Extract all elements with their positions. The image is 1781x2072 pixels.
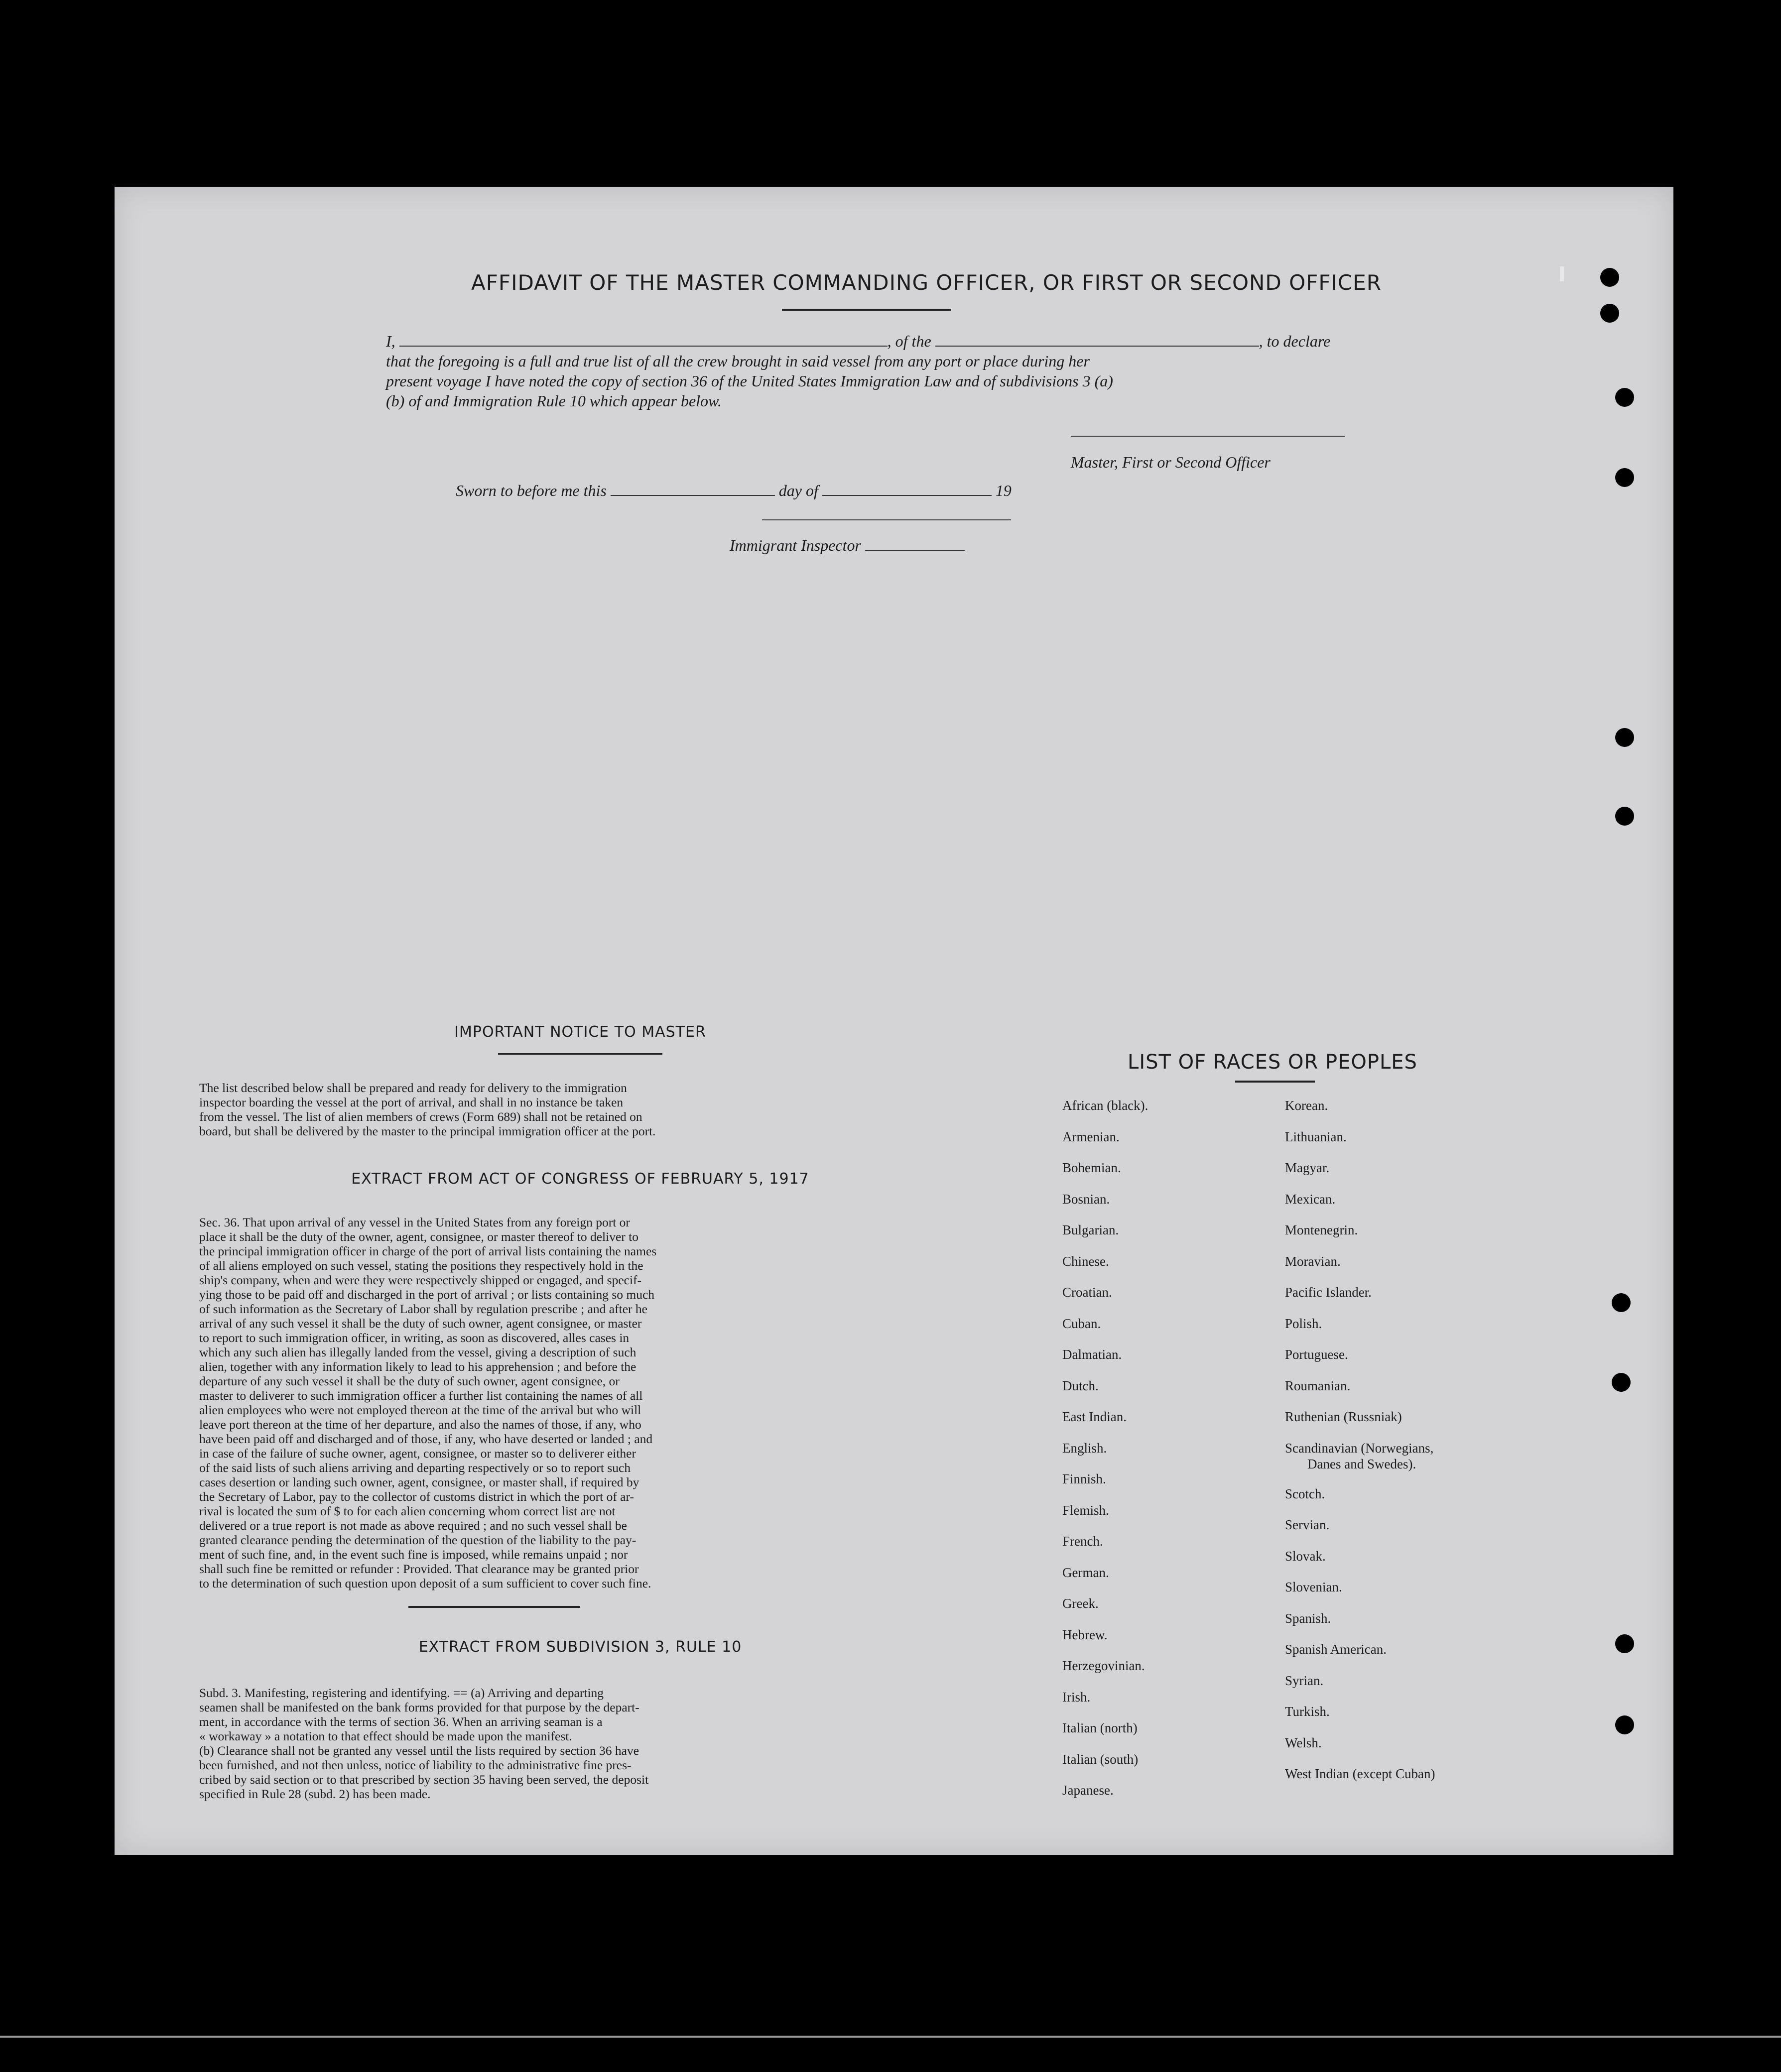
race-item: Polish. [1285,1316,1322,1331]
race-item: Slovenian. [1285,1580,1342,1594]
rule-line: been furnished, and not then unless, notice of liability to the administrative fine pres- [199,1758,632,1772]
races-rule [1235,1081,1315,1083]
race-item: Korean. [1285,1098,1328,1113]
race-item: Roumanian. [1285,1378,1351,1393]
race-item: Ruthenian (Russniak) [1285,1409,1402,1424]
race-item: Armenian. [1062,1129,1120,1144]
affidavit-line-4: (b) of and Immigration Rule 10 which appear below. [386,392,722,410]
act-line: the Secretary of Labor, pay to the collector of customs district in which the port of ar- [199,1489,634,1504]
race-item: Portuguese. [1285,1347,1348,1362]
notice-body [199,1081,961,1138]
punch-hole [1612,1373,1631,1392]
punch-hole [1600,268,1619,287]
race-item: Bosnian. [1062,1191,1110,1207]
race-item: Finnish. [1062,1471,1106,1486]
races-title: LIST OF RACES OR PEOPLES [1128,1051,1417,1074]
extract-act-title: EXTRACT FROM ACT OF CONGRESS OF FEBRUARY 5, 1917 [351,1170,809,1188]
punch-hole [1615,1715,1634,1734]
act-line: departure of any such vessel it shall be the duty of such owner, agent consignee, or [199,1374,620,1388]
act-line: ying those to be paid off and discharged in the port of arrival ; or lists containing so much [199,1287,655,1302]
sworn-day-label: day of [778,482,818,499]
race-item: Welsh. [1285,1735,1322,1750]
title-rule [782,309,951,311]
act-line: shall such fine be remitted or refunder : Provided. That clearance may be granted prior [199,1562,639,1576]
officer-name-field[interactable] [399,346,888,347]
race-item: Bohemian. [1062,1160,1121,1175]
race-item: Lithuanian. [1285,1129,1347,1144]
extract-rule-title: EXTRACT FROM SUBDIVISION 3, RULE 10 [418,1638,742,1656]
race-item: Greek. [1062,1596,1099,1611]
race-item: Spanish American. [1285,1642,1387,1657]
rule-line: Subd. 3. Manifesting, registering and identifying. == (a) Arriving and departing [199,1686,604,1700]
vessel-name-field[interactable] [935,346,1259,347]
act-line: which any such alien has illegally landed from the vessel, giving a description of such [199,1345,636,1359]
act-line: alien, together with any information likely to lead to his apprehension ; and before the [199,1359,636,1374]
sworn-day-field[interactable] [611,495,775,496]
master-caption: Master, First or Second Officer [1071,453,1271,471]
race-item: East Indian. [1062,1409,1127,1424]
punch-hole [1615,1634,1634,1653]
inspector-caption: Immigrant Inspector [730,536,861,554]
sworn-line [456,481,1203,500]
act-line: arrival of any such vessel it shall be the duty of such owner, agent consignee, or master [199,1316,642,1331]
race-item: Scandinavian (Norwegians, [1285,1440,1434,1456]
rule-line: specified in Rule 28 (subd. 2) has been made. [199,1787,431,1801]
act-line: ship's company, when and were they were respectively shipped or engaged, and specif- [199,1273,642,1287]
notice-line: from the vessel. The list of alien members of crews (Form 689) shall not be retained on [199,1109,642,1124]
rule-line: « workaway » a notation to that effect should be made upon the manifest. [199,1729,572,1743]
act-line: the principal immigration officer in charge of the port of arrival lists containing the names [199,1244,657,1258]
race-item: Turkish. [1285,1704,1330,1719]
act-line: ment of such fine, and, in the event such fine is imposed, while remains unpaid ; nor [199,1547,628,1562]
act-line: rival is located the sum of $ to for each alien concerning whom correct list are not [199,1504,616,1518]
race-item: Japanese. [1062,1783,1114,1798]
race-item: German. [1062,1565,1109,1580]
affidavit-line-2: that the foregoing is a full and true list of all the crew brought in said vessel from any port or place during her [386,352,1090,370]
notice-line: The list described below shall be prepared and ready for delivery to the immigration [199,1081,627,1095]
race-item: Irish. [1062,1689,1091,1705]
sworn-label: Sworn to before me this [456,482,607,499]
race-item: Mexican. [1285,1191,1336,1207]
act-line: of the said lists of such aliens arriving and departing respectively or so to report such [199,1461,631,1475]
race-item: Montenegrin. [1285,1222,1358,1237]
notice-line: inspector boarding the vessel at the port of arrival, and shall in no instance be taken [199,1095,624,1109]
race-item: Chinese. [1062,1253,1109,1269]
notice-line: board, but shall be delivered by the master to the principal immigration officer at the port. [199,1124,656,1138]
act-line: granted clearance pending the determination of the question of the liability to the pay- [199,1533,636,1547]
rule-line: ment, in accordance with the terms of section 36. When an arriving seaman is a [199,1714,603,1729]
act-line: alien employees who were not employed thereon at the time of the arrival but who will [199,1403,641,1417]
notice-rule [498,1053,662,1055]
race-item: African (black). [1062,1098,1148,1113]
affidavit-line-1 [386,331,1472,351]
master-signature-line[interactable] [1071,436,1345,437]
race-item: Flemish. [1062,1502,1109,1518]
punch-hole [1600,304,1619,323]
punch-hole [1615,388,1634,407]
scanner-edge-line [0,2036,1781,2038]
sworn-month-field[interactable] [822,495,992,496]
race-item: Herzegovinian. [1062,1658,1145,1673]
extract-rule-body [199,1686,961,1801]
punch-hole [1612,1293,1631,1312]
act-rule [408,1606,580,1608]
act-line: Sec. 36. That upon arrival of any vessel in the United States from any foreign port or [199,1215,630,1229]
document-page [115,187,1673,1855]
race-item: Servian. [1285,1517,1330,1532]
act-line: master to deliverer to such immigration officer a further list containing the names of all [199,1388,643,1403]
act-line: of such information as the Secretary of Labor shall by regulation prescribe ; and after he [199,1302,647,1316]
inspector-name-field[interactable] [865,550,965,551]
act-line: have been paid off and discharged and of those, if any, who have deserted or landed ; and [199,1432,653,1446]
act-line: cases desertion or landing such owner, agent, consignee, or master shall, if required by [199,1475,639,1489]
inspector-caption-row [730,535,965,555]
race-item: Croatian. [1062,1285,1112,1300]
extract-act-body [199,1215,961,1590]
affidavit-of: , of the [887,332,931,350]
race-item: Moravian. [1285,1253,1341,1269]
act-line: to report to such immigration officer, in writing, as soon as discovered, alles cases in [199,1331,630,1345]
rule-line: cribed by said section or to that prescribed by section 35 having been served, the deposit [199,1772,649,1787]
act-line: in case of the failure of suche owner, agent, consignee, or master so to deliverer either [199,1446,636,1461]
notice-title: IMPORTANT NOTICE TO MASTER [454,1023,706,1041]
race-item: English. [1062,1440,1107,1456]
race-item: Dutch. [1062,1378,1099,1393]
act-line: leave port thereon at the time of her departure, and also the names of those, if any, who [199,1417,641,1432]
race-item: Cuban. [1062,1316,1101,1331]
punch-hole [1615,728,1634,747]
race-item: Spanish. [1285,1610,1331,1626]
affidavit-i: I, [386,332,395,350]
act-line: to the determination of such question upon deposit of a sum sufficient to cover such fine. [199,1576,651,1590]
race-item: French. [1062,1534,1103,1549]
punch-hole [1615,468,1634,487]
race-item: West Indian (except Cuban) [1285,1766,1435,1781]
race-item: Scotch. [1285,1486,1325,1501]
race-item: Slovak. [1285,1548,1326,1564]
race-item: Pacific Islander. [1285,1285,1372,1300]
rule-line: seamen shall be manifested on the bank forms provided for that purpose by the depart- [199,1700,639,1714]
race-item: Syrian. [1285,1673,1324,1688]
affidavit-declare: , to declare [1259,332,1331,350]
rule-line: (b) Clearance shall not be granted any vessel until the lists required by section 36 have [199,1743,639,1758]
affidavit-line-3: present voyage I have noted the copy of section 36 of the United States Immigration Law and of subdivisions 3 (a) [386,372,1113,390]
race-item: Italian (south) [1062,1751,1139,1767]
act-line: place it shall be the duty of the owner, agent, consignee, or master thereof to deliver to [199,1229,638,1244]
act-line: of all aliens employed on such vessel, stating the positions they respectively hold in the [199,1258,643,1273]
race-item: Magyar. [1285,1160,1330,1175]
sworn-year-label: 19 [995,482,1012,499]
race-item: Italian (north) [1062,1720,1138,1735]
inspector-signature-line[interactable] [762,519,1011,520]
affidavit-title: AFFIDAVIT OF THE MASTER COMMANDING OFFICER, OR FIRST OR SECOND OFFICER [471,270,1382,295]
race-item: Dalmatian. [1062,1347,1122,1362]
race-item: Danes and Swedes). [1307,1456,1416,1471]
edge-mark [1560,266,1564,281]
race-item: Bulgarian. [1062,1222,1119,1237]
race-item: Hebrew. [1062,1627,1108,1642]
act-line: delivered or a true report is not made as above required ; and no such vessel shall be [199,1518,627,1533]
punch-hole [1615,807,1634,826]
